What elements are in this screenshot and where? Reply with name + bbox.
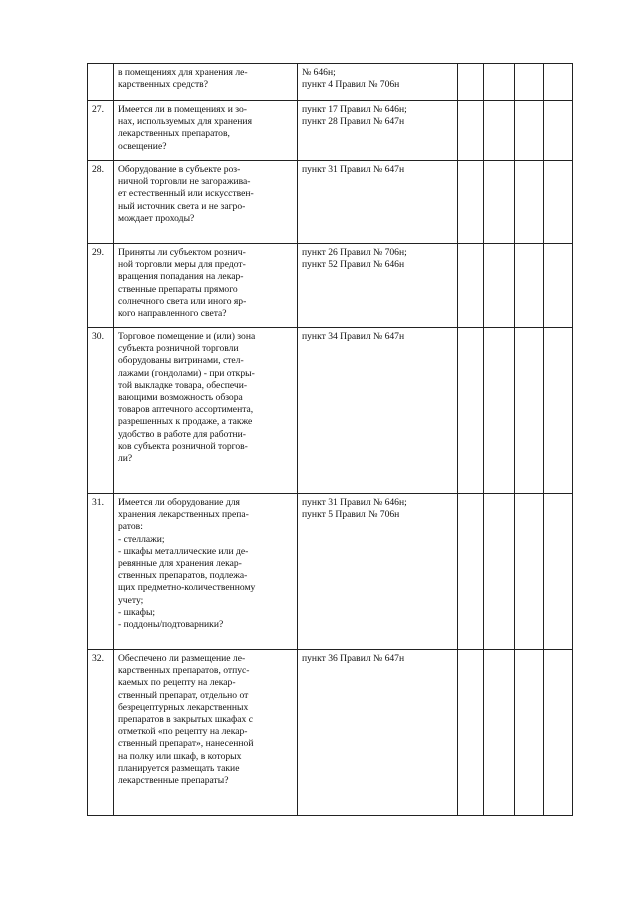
question-line: планируется размещать такие <box>118 762 240 774</box>
question-cell <box>114 328 298 494</box>
question-line: Оборудование в субъекте роз- <box>118 164 241 175</box>
question-line: ничной торговли не загоражива- <box>118 176 251 188</box>
reference-line: пункт 31 Правил № 646н; <box>302 497 407 508</box>
question-line: хранения лекарственных препа- <box>118 509 249 521</box>
note-cell[interactable] <box>544 64 573 101</box>
question-cell <box>114 64 298 101</box>
question-line: разрешенных к продаже, а также <box>118 416 253 428</box>
answer-na-cell[interactable] <box>515 650 544 816</box>
reference-line: пункт 26 Правил № 706н; <box>302 247 407 258</box>
question-line: ков субъекта розничной торгов- <box>118 440 248 452</box>
question-line: - шкафы; <box>118 606 156 618</box>
reference-line: пункт 36 Правил № 647н <box>302 653 405 664</box>
question-line: учету; <box>118 594 144 606</box>
question-line: препаратов в закрытых шкафах с <box>118 714 253 726</box>
answer-yes-cell[interactable] <box>458 161 484 244</box>
row-number: 32. <box>88 650 114 816</box>
row-number: 29. <box>88 244 114 328</box>
question-cell <box>114 161 298 244</box>
question-line: лажами (гондолами) - при откры- <box>118 367 255 379</box>
answer-na-cell[interactable] <box>515 494 544 650</box>
row-number: 31. <box>88 494 114 650</box>
answer-yes-cell[interactable] <box>458 64 484 101</box>
question-line: ет естественный или искусствен- <box>118 188 254 200</box>
question-line: ревянные для хранения лекар- <box>118 558 242 570</box>
question-line: ной торговли меры для предот- <box>118 259 246 271</box>
question-cell <box>114 650 298 816</box>
table-row <box>88 64 573 101</box>
question-line: Торговое помещение и (или) зона <box>118 331 256 342</box>
question-line: ственный препарат», нанесенной <box>118 738 254 750</box>
answer-no-cell[interactable] <box>484 494 515 650</box>
reference-line: пункт 17 Правил № 646н; <box>302 104 407 115</box>
question-line: лекарственных препаратов, <box>118 128 230 140</box>
reference-cell <box>298 244 458 328</box>
answer-yes-cell[interactable] <box>458 244 484 328</box>
answer-yes-cell[interactable] <box>458 101 484 161</box>
question-line: каемых по рецепту на лекар- <box>118 677 236 689</box>
question-line: карственных препаратов, отпус- <box>118 665 250 677</box>
question-line: ли? <box>118 453 133 465</box>
question-line: солнечного света или иного яр- <box>118 295 247 307</box>
answer-no-cell[interactable] <box>484 101 515 161</box>
question-line: мождает проходы? <box>118 212 195 224</box>
note-cell[interactable] <box>544 101 573 161</box>
answer-na-cell[interactable] <box>515 244 544 328</box>
answer-na-cell[interactable] <box>515 64 544 101</box>
question-line: лекарственные препараты? <box>118 775 229 787</box>
reference-cell <box>298 64 458 101</box>
checklist-table <box>87 63 573 816</box>
question-line: Приняты ли субъектом рознич- <box>118 247 246 258</box>
question-line: Имеется ли оборудование для <box>118 497 240 508</box>
answer-na-cell[interactable] <box>515 101 544 161</box>
answer-na-cell[interactable] <box>515 161 544 244</box>
reference-line: № 646н; <box>302 67 336 78</box>
question-line: - поддоны/подтоварники? <box>118 619 224 631</box>
question-line: ный источник света и не загро- <box>118 200 246 212</box>
question-cell <box>114 494 298 650</box>
answer-yes-cell[interactable] <box>458 328 484 494</box>
answer-na-cell[interactable] <box>515 328 544 494</box>
question-line: той выкладке товара, обеспечи- <box>118 379 248 391</box>
table-row <box>88 244 573 328</box>
note-cell[interactable] <box>544 494 573 650</box>
answer-yes-cell[interactable] <box>458 494 484 650</box>
answer-yes-cell[interactable] <box>458 650 484 816</box>
question-line: Имеется ли в помещениях и зо- <box>118 104 248 115</box>
reference-line: пункт 4 Правил № 706н <box>302 79 400 91</box>
question-line: на полку или шкаф, в которых <box>118 750 242 762</box>
note-cell[interactable] <box>544 161 573 244</box>
table-row <box>88 101 573 161</box>
question-line: Обеспечено ли размещение ле- <box>118 653 246 664</box>
reference-line: пункт 5 Правил № 706н <box>302 509 400 521</box>
reference-cell <box>298 650 458 816</box>
note-cell[interactable] <box>544 244 573 328</box>
row-number: 28. <box>88 161 114 244</box>
question-line: ственные препараты прямого <box>118 283 238 295</box>
question-line: нах, используемых для хранения <box>118 116 252 128</box>
reference-line: пункт 28 Правил № 647н <box>302 116 405 128</box>
question-line: ратов: <box>118 521 143 533</box>
question-line: кого направленного света? <box>118 308 227 320</box>
question-line: товаров аптечного ассортимента, <box>118 404 254 416</box>
question-cell <box>114 101 298 161</box>
table-row <box>88 650 573 816</box>
question-line: субъекта розничной торговли <box>118 343 239 355</box>
answer-no-cell[interactable] <box>484 328 515 494</box>
question-line: оборудованы витринами, стел- <box>118 355 244 367</box>
answer-no-cell[interactable] <box>484 161 515 244</box>
reference-line: пункт 34 Правил № 647н <box>302 331 405 342</box>
answer-no-cell[interactable] <box>484 64 515 101</box>
table-row <box>88 328 573 494</box>
table-row <box>88 161 573 244</box>
question-line: безрецептурных лекарственных <box>118 701 249 713</box>
reference-line: пункт 31 Правил № 647н <box>302 164 405 175</box>
question-cell <box>114 244 298 328</box>
row-number <box>88 64 114 101</box>
reference-cell <box>298 494 458 650</box>
question-line: удобство в работе для работни- <box>118 428 246 440</box>
question-line: - стеллажи; <box>118 533 165 545</box>
question-line: освещение? <box>118 140 167 152</box>
note-cell[interactable] <box>544 328 573 494</box>
question-line: ственный препарат, отдельно от <box>118 689 249 701</box>
question-line: в помещениях для хранения ле- <box>118 67 248 78</box>
table-row <box>88 494 573 650</box>
answer-no-cell[interactable] <box>484 650 515 816</box>
question-line: отметкой «по рецепту на лекар- <box>118 726 248 738</box>
question-line: вающими возможность обзора <box>118 392 243 404</box>
question-line: - шкафы металлические или де- <box>118 545 249 557</box>
reference-cell <box>298 161 458 244</box>
reference-line: пункт 52 Правил № 646н <box>302 259 405 271</box>
question-line: ственных препаратов, подлежа- <box>118 570 248 582</box>
question-line: карственных средств? <box>118 79 208 91</box>
question-line: вращения попадания на лекар- <box>118 271 244 283</box>
question-line: щих предметно-количественному <box>118 582 256 594</box>
reference-cell <box>298 328 458 494</box>
row-number: 30. <box>88 328 114 494</box>
row-number: 27. <box>88 101 114 161</box>
reference-cell <box>298 101 458 161</box>
note-cell[interactable] <box>544 650 573 816</box>
answer-no-cell[interactable] <box>484 244 515 328</box>
